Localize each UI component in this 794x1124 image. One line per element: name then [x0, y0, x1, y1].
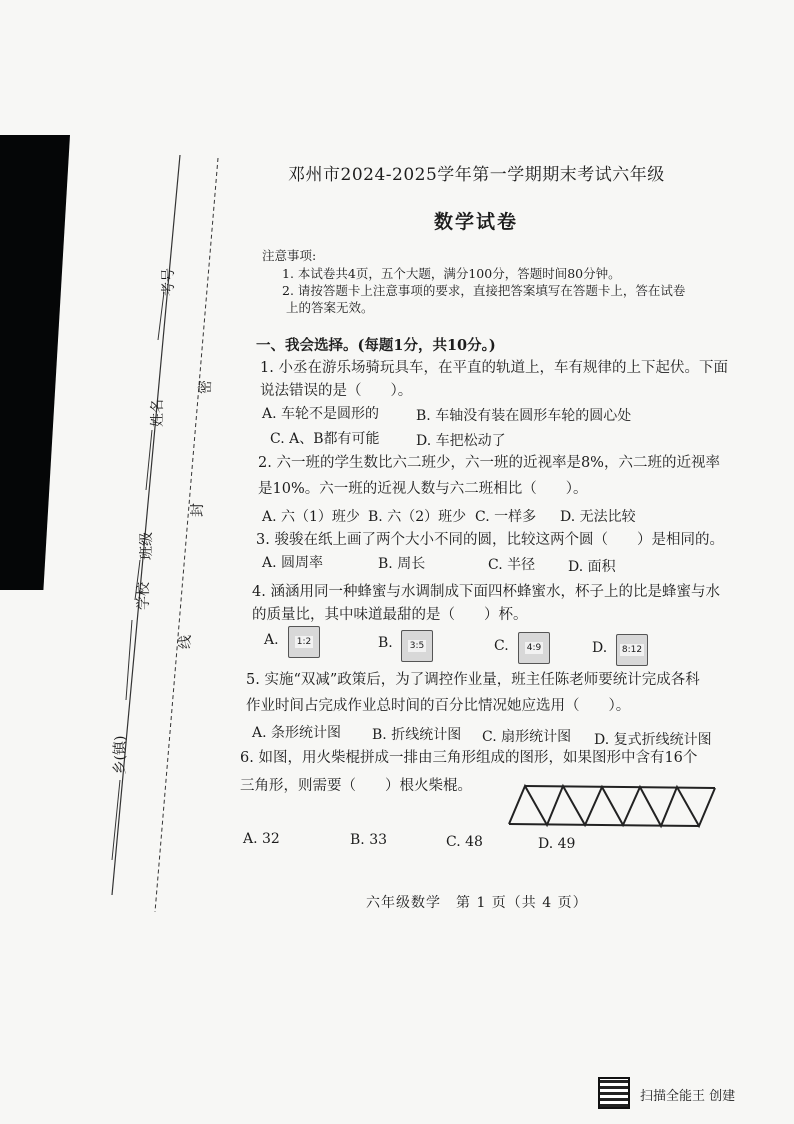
class-label: 班级 [139, 532, 155, 560]
scanner-watermark: 扫描全能王 创建 [640, 1089, 736, 1104]
q6-option-c: C. 48 [446, 834, 483, 850]
honey-cup-d [616, 634, 648, 666]
name-blank [146, 430, 152, 490]
notice-label: 注意事项: [262, 248, 317, 263]
q2-line-2: 是10%。六一班的近视人数与六二班相比（ ）。 [258, 481, 588, 497]
q6-line-2: 三角形，则需要（ ）根火柴棍。 [240, 778, 472, 794]
q1-line-1: 1. 小丞在游乐场骑玩具车，在平直的轨道上，车有规律的上下起伏。下面 [260, 360, 728, 376]
q2-option-b: B. 六（2）班少 [368, 509, 467, 525]
q4-option-c: C. [494, 638, 509, 654]
q2-option-a: A. 六（1）班少 [262, 509, 360, 525]
q2-option-c: C. 一样多 [475, 509, 537, 525]
cup-b-ratio: 3:5 [409, 641, 425, 651]
notice-item-3: 上的答案无效。 [286, 300, 374, 315]
q4-option-b: B. [378, 635, 393, 651]
q2-option-d: D. 无法比较 [560, 509, 636, 525]
cup-a-ratio: 1:2 [296, 637, 312, 647]
q6-line-1: 6. 如图，用火柴棍拼成一排由三角形组成的图形，如果图形中含有16个 [240, 750, 698, 766]
q5-option-b: B. 折线统计图 [372, 727, 462, 743]
page-footer: 六年级数学 第 1 页（共 4 页） [366, 895, 588, 911]
school-label: 学校 [136, 582, 152, 610]
q5-line-2: 作业时间占完成作业总时间的百分比情况她应选用（ ）。 [246, 698, 631, 714]
q5-option-d: D. 复式折线统计图 [594, 732, 712, 748]
paper-subtitle: 数学试卷 [434, 211, 519, 233]
section-1-heading: 一、我会选择。(每题1分，共10分。) [256, 337, 496, 354]
q1-option-b: B. 车轴没有装在圆形车轮的圆心处 [416, 408, 632, 424]
q3-line-1: 3. 骏骏在纸上画了两个大小不同的圆，比较这两个圆（ ）是相同的。 [256, 532, 724, 548]
q5-option-c: C. 扇形统计图 [482, 729, 572, 745]
q4-option-d: D. [592, 640, 608, 656]
q3-option-b: B. 周长 [378, 556, 426, 572]
matchstick-triangles-figure [505, 782, 720, 832]
q5-line-1: 5. 实施“双减”政策后，为了调控作业量，班主任陈老师要统计完成各科 [246, 672, 700, 688]
q1-line-2: 说法错误的是（ ）。 [260, 383, 413, 399]
q3-option-c: C. 半径 [488, 557, 536, 573]
name-label: 姓名 [150, 399, 166, 427]
q1-option-d: D. 车把松动了 [416, 433, 506, 449]
q4-option-a: A. [264, 632, 279, 648]
q5-option-a: A. 条形统计图 [252, 725, 342, 741]
student-info-line [112, 155, 180, 895]
q4-line-2: 的质量比，其中味道最甜的是（ ）杯。 [252, 607, 528, 623]
q1-option-c: C. A、B都有可能 [270, 431, 380, 447]
exam-no-label: 考号 [161, 268, 177, 296]
town-label: 乡(镇) [112, 735, 129, 775]
honey-cup-b [401, 630, 433, 662]
q2-line-1: 2. 六一班的学生数比六二班少，六一班的近视率是8%，六二班的近视率 [258, 455, 720, 471]
qr-code-icon [598, 1077, 630, 1109]
seal-feng-label: 封 [190, 503, 206, 517]
q1-option-a: A. 车轮不是圆形的 [262, 406, 380, 422]
exam-title: 邓州市2024-2025学年第一学期期末考试六年级 [288, 165, 665, 185]
q3-option-d: D. 面积 [568, 559, 616, 575]
q6-option-a: A. 32 [243, 831, 280, 847]
notice-item-1: 1. 本试卷共4页，五个大题，满分100分，答题时间80分钟。 [282, 266, 621, 281]
seal-mi-label: 密 [198, 380, 214, 394]
q4-line-1: 4. 涵涵用同一种蜂蜜与水调制成下面四杯蜂蜜水，杯子上的比是蜂蜜与水 [252, 584, 720, 600]
honey-cup-a [288, 626, 320, 658]
honey-cup-c [518, 632, 550, 664]
cup-c-ratio: 4:9 [526, 643, 542, 653]
q3-option-a: A. 圆周率 [262, 555, 324, 571]
notice-item-2: 2. 请按答题卡上注意事项的要求，直接把答案填写在答题卡上，答在试卷 [282, 283, 686, 298]
q6-option-b: B. 33 [350, 832, 388, 848]
q6-option-d: D. 49 [538, 836, 576, 852]
cup-d-ratio: 8:12 [621, 645, 643, 655]
seal-xian-label: 线 [178, 635, 194, 649]
